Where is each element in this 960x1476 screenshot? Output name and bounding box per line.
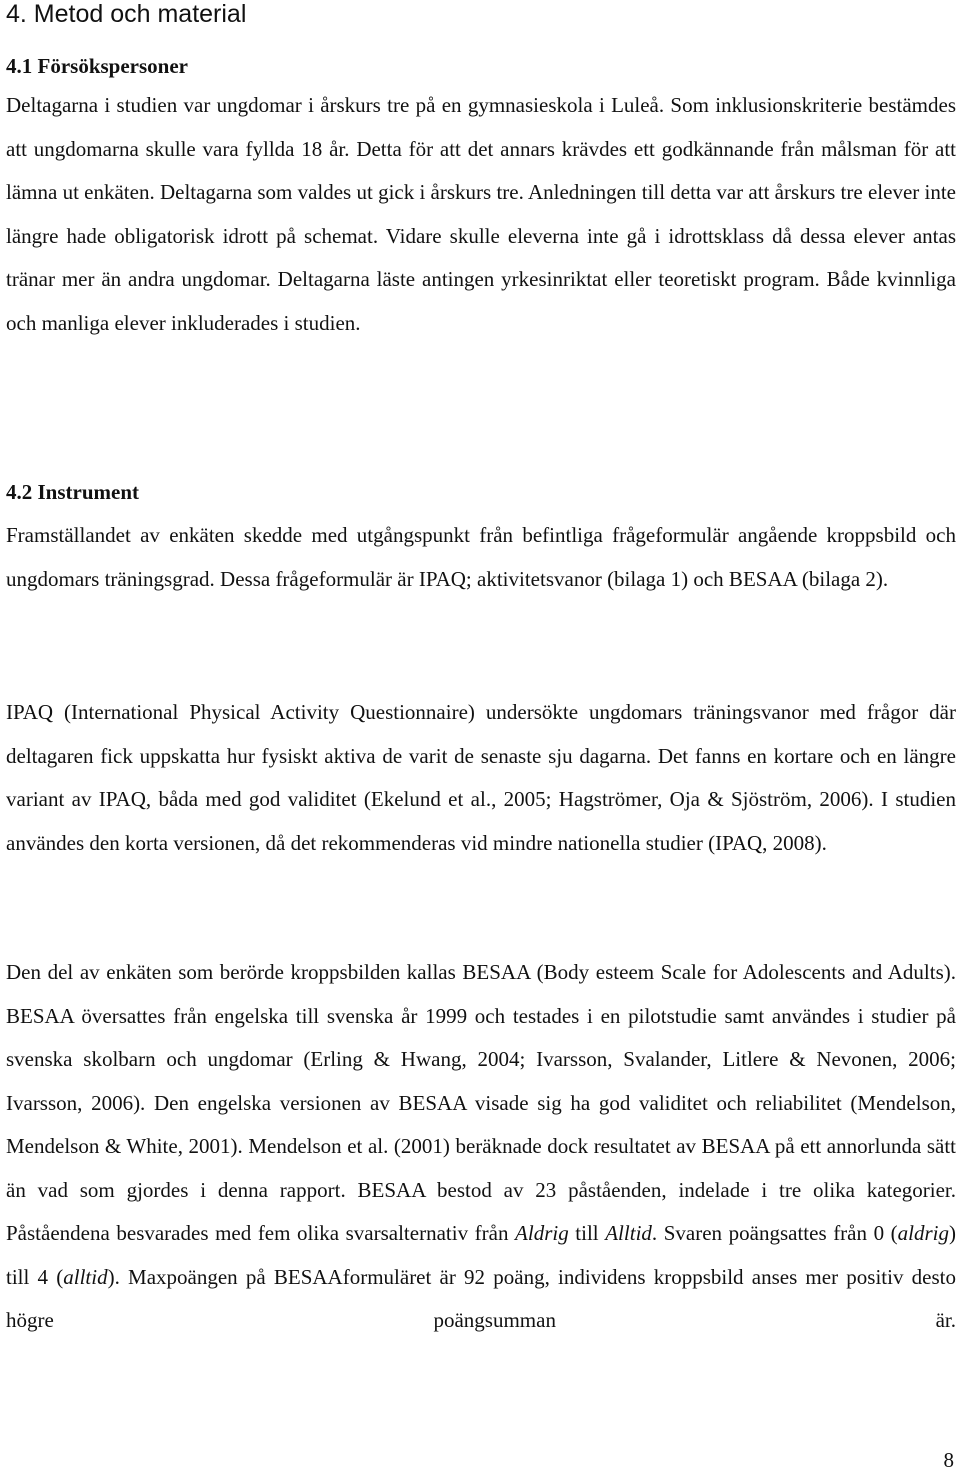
besaa-text-1: Den del av enkäten som berörde kroppsbilden kallas BESAA (Body esteem Scale for Adolescents and Adults). BESAA översattes från engelska till svenska år 1999 och testades i en pilotstudie samt användes i studier på svenska skolbarn och ungdomar (Erling & Hwang, 2004; Ivarsson, Svalander, Litlere & Nevonen, 2006; Ivarsson, 2006). Den engelska versionen av BESAA visade sig ha god validitet och reliabilitet (Mendelson, Mendelson & White, 2001). Mendelson et al. (2001) beräknade dock resultatet av BESAA på ett annorlunda sätt än vad som gjordes i denna rapport. BESAA bestod av 23 påståenden, indelade i tre olika kategorier. Påståendena besvarades med fem olika svarsalternativ från xyxy=(6,960,956,1245)
besaa-paragraph xyxy=(6,951,956,1343)
besaa-term-alltid-cap: Alltid xyxy=(605,1221,652,1245)
body-paragraph: Framställandet av enkäten skedde med utgångspunkt från befintliga frågeformulär angående kroppsbild och ungdomars träningsgrad. Dessa frågeformulär är IPAQ; aktivitetsvanor (bilaga 1) och BESAA (bilaga 2). xyxy=(6,523,956,591)
chapter-heading: 4. Metod och material xyxy=(6,0,247,28)
section-forsokspersoner xyxy=(6,52,956,345)
besaa-text-till: till xyxy=(568,1221,606,1245)
section-heading: 4.2 Instrument xyxy=(6,480,140,504)
page-number: 8 xyxy=(943,1448,954,1472)
besaa-term-alltid: alltid xyxy=(63,1264,108,1289)
body-paragraph: Deltagarna i studien var ungdomar i årskurs tre på en gymnasieskola i Luleå. Som inklusionskriterie bestämdes att ungdomarna skulle vara fyllda 18 år. Detta för att det annars krävdes ett godkännande från målsman för att lämna ut enkäten. Deltagarna som valdes ut gick i årskurs tre. Anledningen till detta var att årskurs tre elever inte längre hade obligatorisk idrott på schemat. Vidare skulle eleverna inte gå i idrottsklass då dessa elever antas tränar mer än andra ungdomar. Deltagarna läste antingen yrkesinriktat eller teoretiskt program. Både kvinnliga och manliga elever inkluderades i studien. xyxy=(6,93,956,335)
section-instrument xyxy=(6,478,956,601)
besaa-term-aldrig: aldrig xyxy=(897,1221,950,1245)
besaa-term-aldrig-cap: Aldrig xyxy=(515,1221,569,1245)
besaa-text-3: ) till 4 ( xyxy=(6,1221,957,1289)
besaa-text-4: ). Maxpoängen på BESAAformuläret är 92 poäng, individens kroppsbild anses mer positiv desto högre poängsumman är. xyxy=(6,1264,956,1332)
section-heading: 4.1 Försökspersoner xyxy=(6,54,188,78)
ipaq-paragraph: IPAQ (International Physical Activity Questionnaire) undersökte ungdomars träningsvanor med frågor där deltagaren fick uppskatta hur fysiskt aktiva de varit de senaste sju dagarna. Det fanns en kortare och en längre variant av IPAQ, båda med god validitet (Ekelund et al., 2005; Hagströmer, Oja & Sjöström, 2006). I studien användes den korta versionen, då det rekommenderas vid mindre nationella studier (IPAQ, 2008). xyxy=(6,700,956,855)
besaa-text-2: . Svaren poängsattes från 0 ( xyxy=(651,1221,898,1245)
